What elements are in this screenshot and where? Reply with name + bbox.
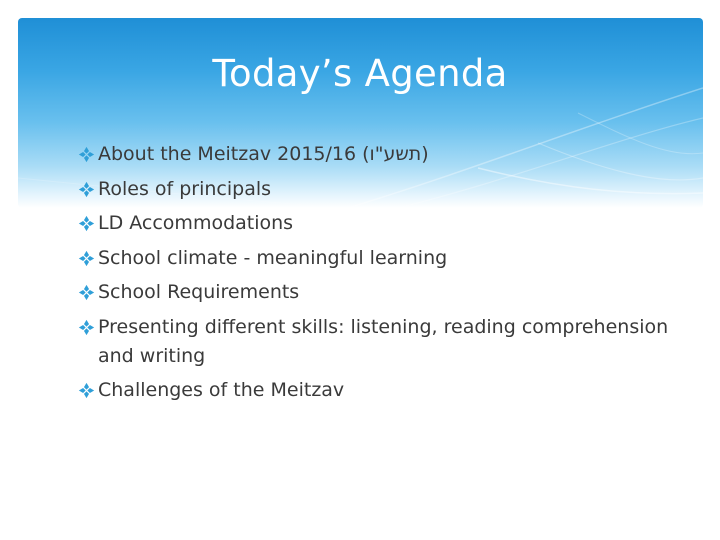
bullet-text-prefix: About the Meitzav 2015/16 ( bbox=[98, 143, 370, 165]
bullet-text: Presenting different skills: listening, reading comprehension and writing bbox=[98, 315, 669, 367]
list-item bbox=[78, 278, 678, 307]
list-item bbox=[78, 376, 678, 405]
list-item bbox=[78, 140, 678, 169]
agenda-list bbox=[78, 140, 678, 411]
diamond-flower-icon bbox=[78, 319, 95, 336]
list-item bbox=[78, 244, 678, 273]
diamond-flower-icon bbox=[78, 382, 95, 399]
list-item bbox=[78, 175, 678, 204]
bullet-text-hebrew: תשע"ו bbox=[369, 143, 422, 165]
diamond-flower-icon bbox=[78, 215, 95, 232]
bullet-text: School climate - meaningful learning bbox=[98, 246, 448, 269]
bullet-text: School Requirements bbox=[98, 281, 300, 303]
bullet-text-suffix: ) bbox=[421, 143, 429, 165]
list-item bbox=[78, 209, 678, 238]
diamond-flower-icon bbox=[78, 250, 95, 267]
diamond-flower-icon bbox=[78, 146, 95, 163]
bullet-text: Challenges of the Meitzav bbox=[98, 379, 345, 401]
diamond-flower-icon bbox=[78, 284, 95, 301]
bullet-text: LD Accommodations bbox=[98, 212, 294, 234]
bullet-text: Roles of principals bbox=[98, 177, 272, 200]
list-item bbox=[78, 313, 678, 371]
slide-title: Today’s Agenda bbox=[212, 52, 508, 95]
diamond-flower-icon bbox=[78, 181, 95, 198]
